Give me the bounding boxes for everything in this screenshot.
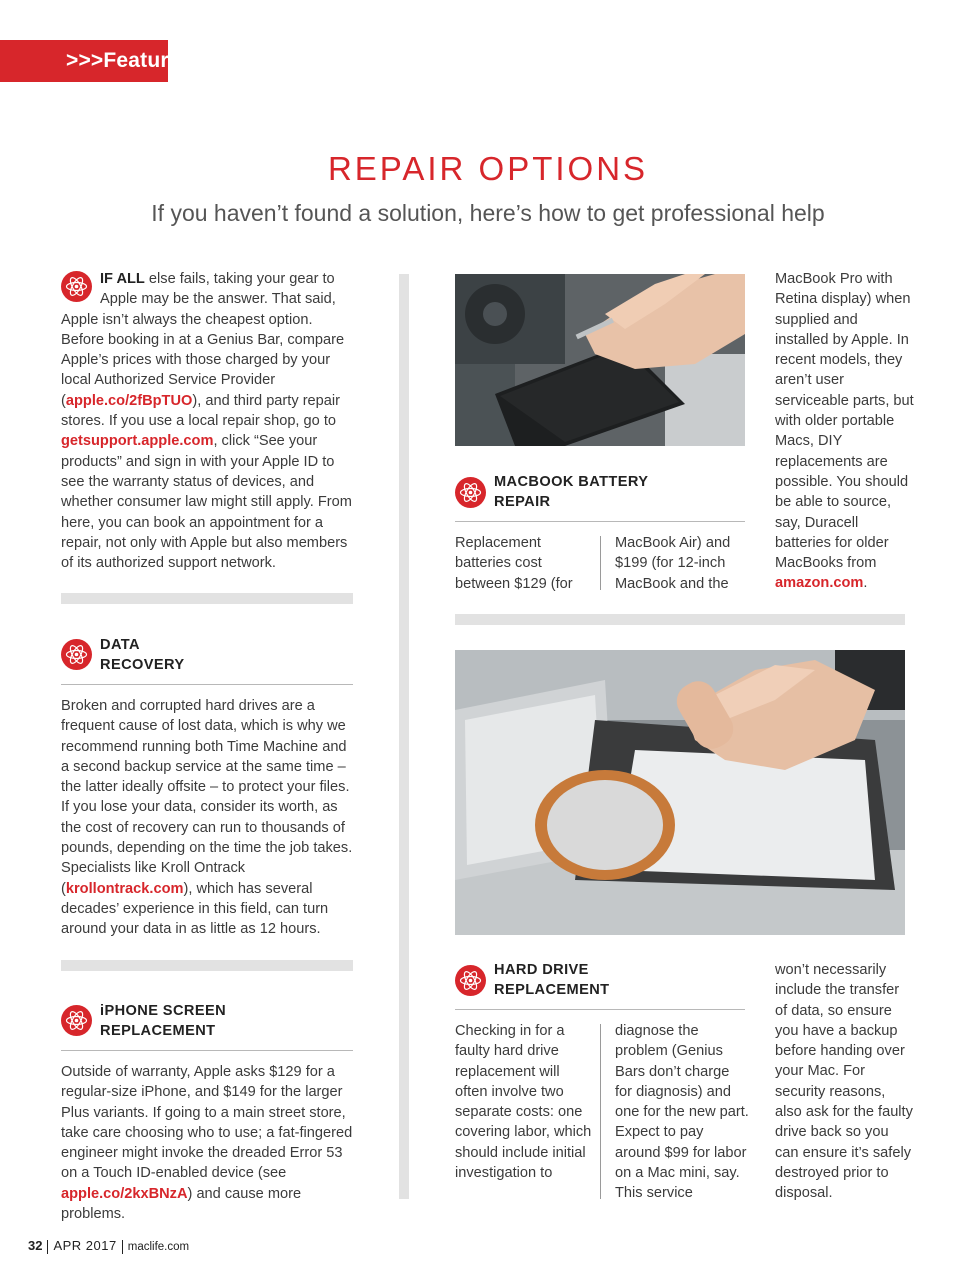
macbook-battery-col-3-end: .	[863, 575, 868, 592]
page-title: REPAIR OPTIONS	[327, 150, 649, 187]
hard-drive-photo	[455, 650, 905, 935]
apple-link[interactable]: apple.co/2fBpTUO	[65, 392, 193, 409]
intro-text-2: ), and third party repair stores. If you use a local repair shop, go to	[61, 392, 341, 430]
divider-bar	[61, 593, 353, 604]
page-number: 32	[28, 1238, 43, 1253]
issue-date: APR 2017	[53, 1238, 117, 1253]
data-recovery-title	[100, 635, 185, 676]
hard-drive-title	[494, 960, 609, 1001]
hard-drive-col-1: Checking in for a faulty hard drive replacement will often involve two separate costs: one covering labor, which should include initial investigation to	[455, 1023, 592, 1182]
macbook-battery-col-3-text: MacBook Pro with Retina display) when supplied and installed by Apple. In recent models, they aren’t user serviceable parts, but with older portable Macs, DIY replacements are possible. You should be able to source, say, Duracell batteries for older MacBooks from	[775, 271, 914, 572]
hard-drive-title-1: HARD DRIVE	[494, 962, 589, 978]
apple-error53-link[interactable]: apple.co/2kxBNzA	[61, 1185, 188, 1202]
hard-drive-title-2: REPLACEMENT	[494, 982, 610, 999]
getsupport-link[interactable]: getsupport.apple.com	[61, 433, 214, 450]
iphone-screen-text-2: ) and cause more problems.	[61, 1185, 302, 1223]
atom-icon	[455, 477, 486, 508]
kroll-link[interactable]: krollontrack.com	[65, 880, 184, 897]
intro-lead: IF ALL	[100, 271, 145, 287]
macbook-battery-col-1: Replacement batteries cost between $129 (for	[455, 535, 573, 592]
data-recovery-title-1: DATA	[100, 637, 140, 653]
column-divider-bar	[399, 274, 409, 1199]
iphone-screen-text-1: Outside of warranty, Apple asks $129 for a regular-size iPhone, and $149 for the larger Plus variants. If going to a main street store, take care choosing who to use; a fat-fingered engineer might invoke the dreaded Error 53 on a Touch ID-enabled device (see	[61, 1064, 353, 1182]
data-recovery-title-2: RECOVERY	[100, 657, 185, 674]
data-recovery-text-2: ), which has several decades’ experience in this field, can turn around your data in as little as 12 hours.	[61, 880, 329, 938]
title-rule	[61, 684, 353, 685]
data-recovery-text	[61, 696, 357, 940]
data-recovery-text-1: Broken and corrupted hard drives are a frequent cause of lost data, which is why we recommend running both Time Machine and a second backup service at the same time – the latter ideally offsite – to protect your files. If you lose your data, consider its worth, as the cost of recovery can run to thousands of pounds, depending on the time the job takes. Specialists like Kroll Ontrack (	[61, 698, 353, 897]
site-url: maclife.com	[127, 1241, 190, 1253]
macbook-battery-col-2: MacBook Air) and $199 (for 12-inch MacBook and the	[615, 535, 731, 592]
intro-text	[61, 269, 357, 573]
battery-repair-photo	[455, 274, 745, 446]
title-rule	[455, 521, 745, 522]
macbook-battery-title-2: REPAIR	[494, 494, 551, 511]
divider-bar	[61, 960, 353, 971]
iphone-screen-title	[100, 1001, 226, 1042]
title-rule	[61, 1050, 353, 1051]
atom-icon	[61, 639, 92, 670]
iphone-screen-title-1: iPHONE SCREEN	[100, 1003, 227, 1019]
hard-drive-col-2: diagnose the problem (Genius Bars don’t charge for diagnosis) and one for the new part. Expect to pay around $99 for labor on a Mac mini, say. This service	[615, 1023, 749, 1202]
iphone-screen-text	[61, 1062, 357, 1224]
hard-drive-col-3: won’t necessarily include the transfer of data, so ensure you have a backup before handing over your Mac. For security reasons, also ask for the faulty drive back so you can ensure it’s safely destroyed prior to disposal.	[775, 962, 913, 1202]
section-tag: >>>Feature	[0, 40, 168, 82]
amazon-link[interactable]: amazon.com	[775, 575, 864, 592]
divider-bar	[455, 614, 905, 625]
iphone-screen-title-2: REPLACEMENT	[100, 1023, 216, 1040]
column-separator	[600, 1024, 601, 1199]
macbook-battery-col-3	[775, 269, 915, 594]
macbook-battery-title	[494, 472, 648, 513]
atom-icon	[61, 1005, 92, 1036]
macbook-battery-title-1: MACBOOK BATTERY	[494, 474, 649, 490]
page-subtitle: If you haven’t found a solution, here’s how to get professional help	[151, 200, 825, 226]
atom-icon	[455, 965, 486, 996]
title-rule	[455, 1009, 745, 1010]
page-footer	[28, 1238, 189, 1254]
column-separator	[600, 536, 601, 590]
intro-text-3: , click “See your products” and sign in with your Apple ID to see the warranty status of devices, and whether consumer law might still apply. From here, you can book an appointment for a repair, not only with Apple but also members of its authorized support network.	[61, 433, 352, 572]
intro-text-1: else fails, taking your gear to Apple may be the answer. That said, Apple isn’t always the cheapest option. Before booking in at a Genius Bar, compare Apple’s prices with those charged by your local Authorized Service Provider (	[61, 271, 345, 409]
